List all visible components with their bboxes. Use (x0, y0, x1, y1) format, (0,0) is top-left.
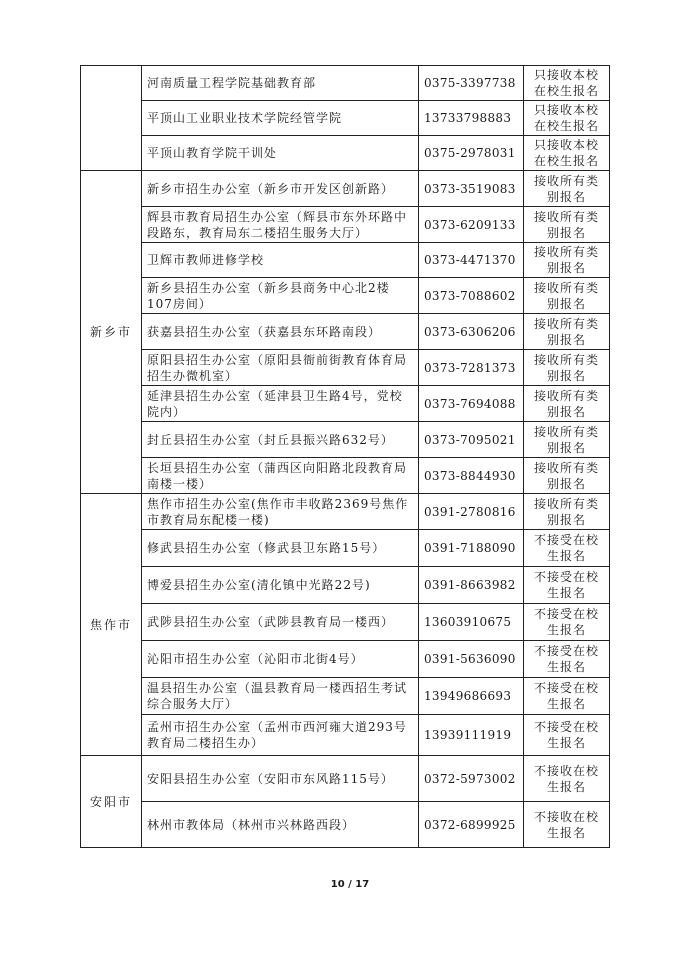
phone-cell: 0373-8844930 (419, 458, 524, 494)
office-cell: 卫辉市教师进修学校 (142, 243, 419, 278)
note-cell: 不接受在校生报名 (524, 604, 610, 641)
phone-cell: 0372-5973002 (419, 756, 524, 802)
phone-cell: 13733798883 (419, 101, 524, 136)
note-cell: 不接受在校生报名 (524, 678, 610, 715)
note-cell: 接收所有类别报名 (524, 243, 610, 278)
note-cell: 不接收在校生报名 (524, 802, 610, 848)
office-cell: 平顶山教育学院干训处 (142, 136, 419, 171)
table-row (81, 422, 610, 458)
note-cell: 接收所有类别报名 (524, 386, 610, 422)
note-cell: 接收所有类别报名 (524, 422, 610, 458)
table-row (81, 207, 610, 243)
office-cell: 河南质量工程学院基础教育部 (142, 66, 419, 101)
note-cell: 接收所有类别报名 (524, 314, 610, 350)
table-row (81, 715, 610, 756)
table-row (81, 66, 610, 101)
city-cell-continued (81, 66, 142, 171)
office-cell: 安阳县招生办公室（安阳市东风路115号） (142, 756, 419, 802)
table-row (81, 278, 610, 314)
table-row (81, 530, 610, 567)
note-cell: 只接收本校在校生报名 (524, 101, 610, 136)
office-cell: 林州市教体局（林州市兴林路西段） (142, 802, 419, 848)
recruitment-office-table (80, 65, 610, 848)
note-cell: 不接收在校生报名 (524, 756, 610, 802)
phone-cell: 0391-2780816 (419, 494, 524, 530)
note-cell: 接收所有类别报名 (524, 278, 610, 314)
phone-cell: 0391-5636090 (419, 641, 524, 678)
table-row (81, 243, 610, 278)
office-cell: 长垣县招生办公室（蒲西区向阳路北段教育局南楼一楼） (142, 458, 419, 494)
phone-cell: 0375-3397738 (419, 66, 524, 101)
phone-cell: 0373-7088602 (419, 278, 524, 314)
note-cell: 接收所有类别报名 (524, 458, 610, 494)
note-cell: 只接收本校在校生报名 (524, 136, 610, 171)
office-cell: 平顶山工业职业技术学院经管学院 (142, 101, 419, 136)
phone-cell: 0372-6899925 (419, 802, 524, 848)
office-cell: 沁阳市招生办公室（沁阳市北街4号） (142, 641, 419, 678)
table-row (81, 386, 610, 422)
table-row (81, 604, 610, 641)
note-cell: 不接受在校生报名 (524, 567, 610, 604)
note-cell: 接收所有类别报名 (524, 350, 610, 386)
phone-cell: 0375-2978031 (419, 136, 524, 171)
table-row (81, 678, 610, 715)
office-cell: 新乡市招生办公室（新乡市开发区创新路） (142, 171, 419, 207)
office-cell: 孟州市招生办公室（孟州市西河雍大道293号教育局二楼招生办） (142, 715, 419, 756)
city-cell-anyang: 安阳市 (81, 756, 142, 848)
table-row (81, 101, 610, 136)
phone-cell: 0373-7095021 (419, 422, 524, 458)
phone-cell: 0373-3519083 (419, 171, 524, 207)
office-cell: 博爱县招生办公室(清化镇中光路22号) (142, 567, 419, 604)
table-row (81, 641, 610, 678)
office-cell: 辉县市教育局招生办公室（辉县市东外环路中段路东，教育局东二楼招生服务大厅） (142, 207, 419, 243)
phone-cell: 13603910675 (419, 604, 524, 641)
phone-cell: 0373-4471370 (419, 243, 524, 278)
city-cell-jiaozuo: 焦作市 (81, 494, 142, 756)
note-cell: 接收所有类别报名 (524, 171, 610, 207)
phone-cell: 13949686693 (419, 678, 524, 715)
table-row (81, 756, 610, 802)
page-number: 10 / 17 (330, 879, 370, 890)
office-cell: 延津县招生办公室（延津县卫生路4号，党校院内） (142, 386, 419, 422)
table-row (81, 314, 610, 350)
office-cell: 新乡县招生办公室（新乡县商务中心北2楼107房间） (142, 278, 419, 314)
phone-cell: 0391-8663982 (419, 567, 524, 604)
phone-cell: 0373-7694088 (419, 386, 524, 422)
office-cell: 武陟县招生办公室（武陟县教育局一楼西） (142, 604, 419, 641)
table-row (81, 567, 610, 604)
table-row (81, 494, 610, 530)
office-cell: 封丘县招生办公室（封丘县振兴路632号） (142, 422, 419, 458)
office-cell: 焦作市招生办公室(焦作市丰收路2369号焦作市教育局东配楼一楼) (142, 494, 419, 530)
city-cell-xinxiang: 新乡市 (81, 171, 142, 494)
office-cell: 获嘉县招生办公室（获嘉县东环路南段） (142, 314, 419, 350)
table-row (81, 802, 610, 848)
phone-cell: 0373-6209133 (419, 207, 524, 243)
table-row (81, 350, 610, 386)
table-row (81, 171, 610, 207)
phone-cell: 0373-7281373 (419, 350, 524, 386)
table-row (81, 458, 610, 494)
phone-cell: 0373-6306206 (419, 314, 524, 350)
phone-cell: 13939111919 (419, 715, 524, 756)
office-cell: 原阳县招生办公室（原阳县衙前街教育体育局招生办微机室） (142, 350, 419, 386)
phone-cell: 0391-7188090 (419, 530, 524, 567)
note-cell: 不接受在校生报名 (524, 715, 610, 756)
note-cell: 只接收本校在校生报名 (524, 66, 610, 101)
note-cell: 接收所有类别报名 (524, 207, 610, 243)
note-cell: 接收所有类别报名 (524, 494, 610, 530)
table-row (81, 136, 610, 171)
note-cell: 不接受在校生报名 (524, 641, 610, 678)
office-cell: 温县招生办公室（温县教育局一楼西招生考试综合服务大厅） (142, 678, 419, 715)
office-cell: 修武县招生办公室（修武县卫东路15号） (142, 530, 419, 567)
note-cell: 不接受在校生报名 (524, 530, 610, 567)
